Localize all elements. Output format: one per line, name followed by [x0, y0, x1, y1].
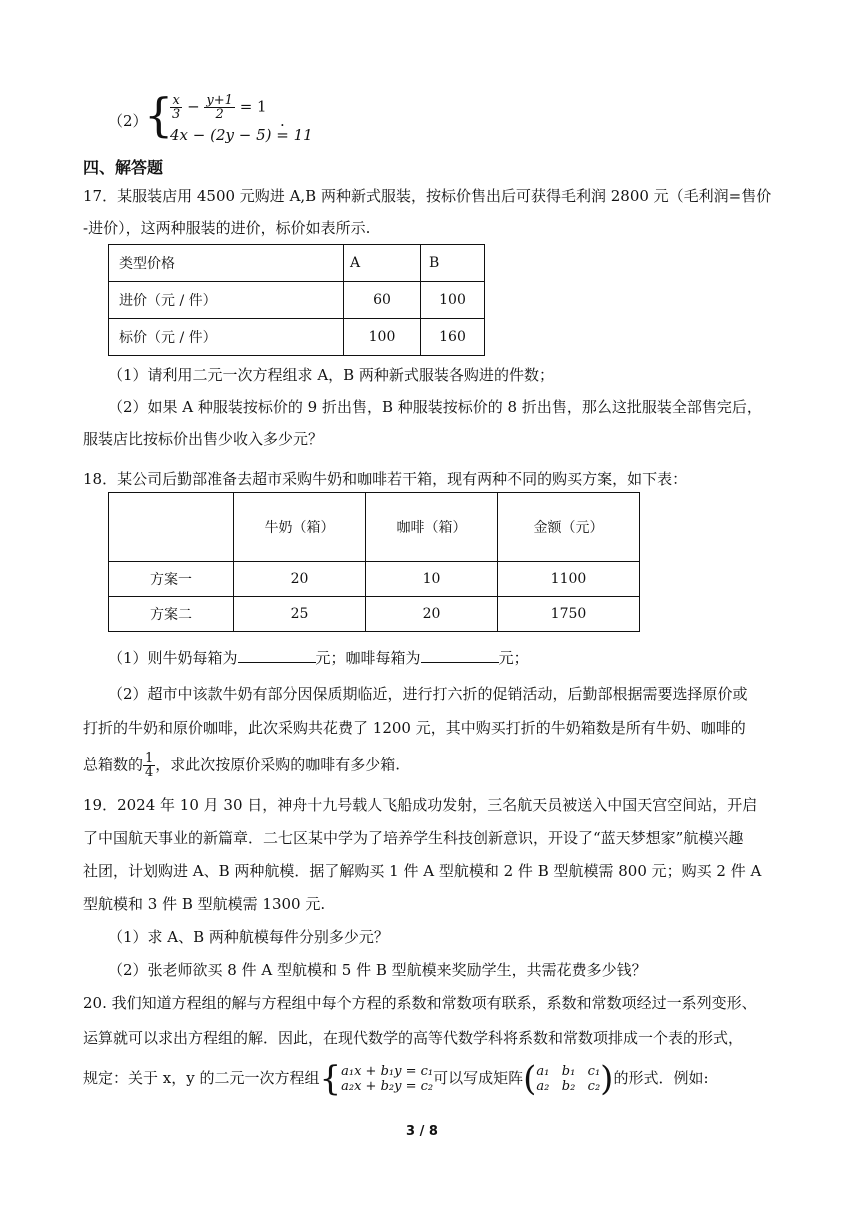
answer-blank[interactable]	[238, 648, 316, 663]
system-eq2: 4x − (2y − 5) = 11	[170, 126, 313, 144]
table-cell: 60	[344, 282, 421, 319]
q17-table	[108, 244, 485, 356]
table-cell: 20	[366, 597, 498, 632]
system-label: （2）	[108, 112, 148, 130]
q18-table	[108, 492, 640, 632]
q19-sub1: （1）求 A、B 两种航模每件分别多少元？	[108, 928, 389, 946]
table-cell: 100	[421, 282, 485, 319]
system-brace: {	[144, 88, 174, 142]
table-row	[109, 562, 640, 597]
table-cell: 类型价格	[109, 245, 344, 282]
page-number: 3 / 8	[406, 1124, 438, 1139]
table-cell: 25	[234, 597, 366, 632]
table-cell: 进价（元 / 件）	[109, 282, 344, 319]
q18-sub2-line1: （2）超市中该款牛奶有部分因保质期临近，进行打六折的促销活动，后勤部根据需要选择原价或	[108, 685, 748, 703]
table-cell	[109, 493, 234, 562]
table-row	[109, 493, 640, 562]
section-heading: 四、解答题	[83, 158, 164, 177]
q19-line2: 了中国航天事业的新篇章．二七区某中学为了培养学生科技创新意识，开设了“蓝天梦想家”航模兴趣	[83, 829, 744, 847]
q19-sub2: （2）张老师欲买 8 件 A 型航模和 5 件 B 型航模来奖励学生，共需花费多少钱？	[108, 961, 647, 979]
table-cell: 10	[366, 562, 498, 597]
table-cell: 20	[234, 562, 366, 597]
table-cell: 标价（元 / 件）	[109, 319, 344, 356]
table-cell: A	[344, 245, 421, 282]
table-row	[109, 282, 485, 319]
q17-sub1: （1）请利用二元一次方程组求 A，B 两种新式服装各购进的件数；	[108, 366, 554, 384]
q20-line2: 运算就可以求出方程组的解．因此，在现代数学的高等代数学科将系数和常数项排成一个表的形式，	[83, 1029, 744, 1047]
q19-line3: 社团，计划购进 A、B 两种航模．据了解购买 1 件 A 型航模和 2 件 B 型航模需 800 元；购买 2 件 A	[83, 862, 762, 880]
system-end-period: .	[280, 112, 285, 130]
system-eq1: $\frac{x}{3}$ − $\frac{y+1}{2}$ = 1	[172, 93, 267, 122]
q17-line2: -进价），这两种服装的进价，标价如表所示.	[83, 219, 371, 237]
q18-sub2-line3: 总箱数的 $\frac{1}{4}$ ，求此次按原价采购的咖啡有多少箱.	[83, 751, 401, 780]
table-cell: B	[421, 245, 485, 282]
q19-line4: 型航模和 3 件 B 型航模需 1300 元.	[83, 895, 326, 913]
answer-blank[interactable]	[421, 648, 499, 663]
table-cell: 咖啡（箱）	[366, 493, 498, 562]
q20-line3: 规定：关于 x，y 的二元一次方程组{ a₁x + b₁y = c₁ a₂x + b₂y = c₂ 可以写成矩阵( a₁ b₁ c₁ a₂ b₂ c₂ )的形式．例如:	[83, 1059, 709, 1099]
table-row	[109, 319, 485, 356]
table-cell: 1100	[498, 562, 640, 597]
table-cell: 方案一	[109, 562, 234, 597]
q17-sub2-line2: 服装店比按标价出售少收入多少元？	[83, 430, 324, 448]
table-cell: 160	[421, 319, 485, 356]
table-cell: 金额（元）	[498, 493, 640, 562]
table-cell: 牛奶（箱）	[234, 493, 366, 562]
table-cell: 1750	[498, 597, 640, 632]
table-row	[109, 597, 640, 632]
table-cell: 100	[344, 319, 421, 356]
q19-line1: 19．2024 年 10 月 30 日，神舟十九号载人飞船成功发射，三名航天员被送入中国天宫空间站，开启	[83, 796, 758, 814]
table-row	[109, 245, 485, 282]
q18-line1: 18．某公司后勤部准备去超市采购牛奶和咖啡若干箱，现有两种不同的购买方案，如下表：	[83, 470, 688, 488]
table-cell: 方案二	[109, 597, 234, 632]
q18-sub2-line2: 打折的牛奶和原价咖啡，此次采购共花费了 1200 元，其中购买打折的牛奶箱数是所有牛奶、咖啡的	[83, 719, 746, 737]
q17-line1: 17．某服装店用 4500 元购进 A,B 两种新式服装，按标价售出后可获得毛利润 2800 元（毛利润=售价	[83, 187, 772, 205]
q20-line1: 20. 我们知道方程组的解与方程组中每个方程的系数和常数项有联系，系数和常数项经过一系列变形、	[83, 994, 757, 1012]
q18-sub1: （1）则牛奶每箱为 元；咖啡每箱为 元；	[108, 649, 529, 667]
q17-sub2-line1: （2）如果 A 种服装按标价的 9 折出售，B 种服装按标价的 8 折出售，那么这批服装全部售完后，	[108, 398, 762, 416]
